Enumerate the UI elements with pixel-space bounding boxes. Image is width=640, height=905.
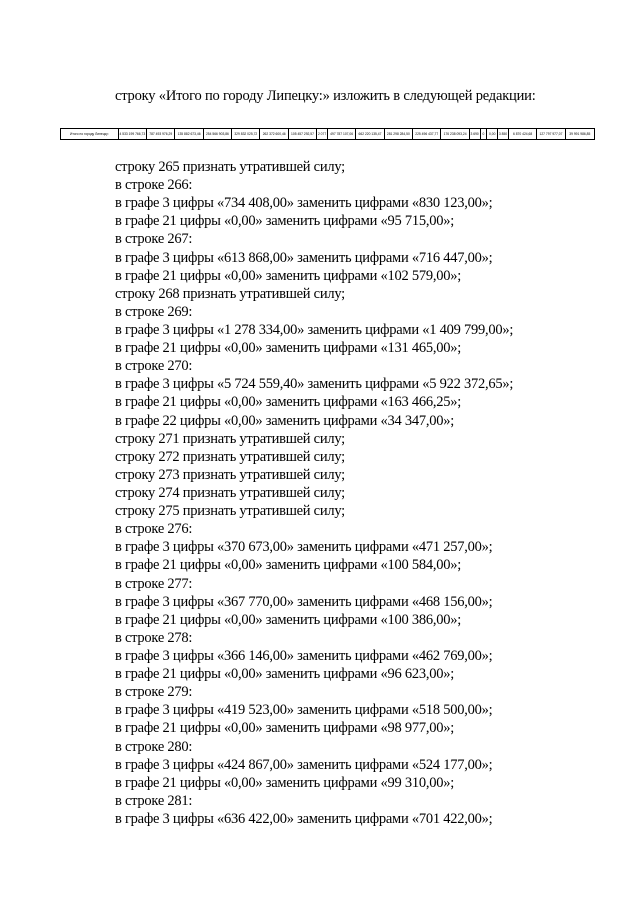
table-cell: 329 832 025,72 [232,129,260,139]
amendment-line: в графе 21 цифры «0,00» заменить цифрами «96 623,00»; [115,666,455,683]
table-cell: 662 220 135,47 [356,129,384,139]
table-cell: 225 496 437,77 [413,129,441,139]
amendment-line: в строке 281: [115,792,193,809]
table-cell: 6 870 424,68 [509,129,537,139]
table-cell: 127 797 977,07 [537,129,565,139]
amendment-line: в графе 3 цифры «419 523,00» заменить цифрами «518 500,00»; [115,702,493,719]
amendment-line: в строке 278: [115,629,193,646]
amendment-line: в строке 269: [115,303,193,320]
summary-table-row [60,128,595,140]
amendment-line: в графе 21 цифры «0,00» заменить цифрами «163 466,25»; [115,394,462,411]
table-cell: 262 372 600,46 [260,129,288,139]
table-cell: 135 882 673,46 [175,129,203,139]
amendment-line: строку 265 признать утратившей силу; [115,159,345,175]
amendment-line: в графе 3 цифры «613 868,00» заменить цифрами «716 447,00»; [115,249,493,266]
amendment-line: строку 271 признать утратившей силу; [115,430,345,447]
amendment-line: в графе 21 цифры «0,00» заменить цифрами «100 386,00»; [115,611,462,628]
amendment-line: в графе 22 цифры «0,00» заменить цифрами «34 347,00»; [115,412,455,429]
amendment-line: в строке 267: [115,231,193,248]
amendment-line: в графе 3 цифры «1 278 334,00» заменить цифрами «1 409 799,00»; [115,321,514,338]
table-cell: 176 238 093,24 [441,129,469,139]
amendment-line: в строке 280: [115,738,193,755]
intro-paragraph: строку «Итого по городу Липецку:» изложить в следующей редакции: [115,88,536,104]
table-cell: 105 457 292,57 [289,129,317,139]
amendment-line: в графе 3 цифры «5 724 559,40» заменить цифрами «5 922 372,65»; [115,376,514,393]
table-cell: 787 493 976,29 [147,129,175,139]
amendment-line: в строке 270: [115,358,193,375]
amendment-line: в графе 21 цифры «0,00» заменить цифрами «98 977,00»; [115,720,455,737]
table-cell: 39 991 986,85 [569,132,591,136]
table-cell: 254 566 903,86 [204,129,232,139]
amendment-line: в графе 21 цифры «0,00» заменить цифрами «102 579,00»; [115,267,462,284]
amendment-line: в графе 21 цифры «0,00» заменить цифрами «100 584,00»; [115,557,462,574]
amendment-line: в графе 3 цифры «367 770,00» заменить цифрами «468 156,00»; [115,593,493,610]
amendment-line: в графе 3 цифры «370 673,00» заменить цифрами «471 257,00»; [115,539,493,556]
amendment-line: в графе 3 цифры «734 408,00» заменить цифрами «830 123,00»; [115,195,493,212]
amendment-line: в графе 3 цифры «424 867,00» заменить цифрами «524 177,00»; [115,756,493,773]
amendment-line: строку 273 признать утратившей силу; [115,466,345,483]
amendment-line: в графе 21 цифры «0,00» заменить цифрами «99 310,00»; [115,774,455,791]
table-cell: 2 077 [317,129,328,139]
table-cell: 3 690 [470,129,481,139]
table-cell: 497 787 107,06 [328,129,356,139]
amendment-list [115,158,513,828]
amendment-line: в графе 21 цифры «0,00» заменить цифрами «95 715,00»; [115,213,455,230]
amendment-line: в строке 279: [115,684,193,701]
table-cell: 0 [481,129,488,139]
amendment-line: в графе 3 цифры «636 422,00» заменить цифрами «701 422,00»; [115,810,493,827]
table-cell: 281 298 284,50 [385,129,413,139]
amendment-line: в строке 276: [115,521,193,538]
table-cell: 4 533 199 766,73 [119,129,147,139]
table-cell: 0,00 [487,129,498,139]
amendment-line: строку 274 признать утратившей силу; [115,484,345,501]
table-row-label: Итого по городу Липецку: [61,129,119,139]
table-cell: 3 850 [498,129,509,139]
amendment-line: в строке 277: [115,575,193,592]
amendment-line: строку 275 признать утратившей силу; [115,503,345,520]
amendment-line: в графе 3 цифры «366 146,00» заменить цифрами «462 769,00»; [115,647,493,664]
amendment-line: строку 268 признать утратившей силу; [115,285,345,302]
amendment-line: в графе 21 цифры «0,00» заменить цифрами «131 465,00»; [115,340,462,357]
amendment-line: строку 272 признать утратившей силу; [115,448,345,465]
amendment-line: в строке 266: [115,177,193,194]
